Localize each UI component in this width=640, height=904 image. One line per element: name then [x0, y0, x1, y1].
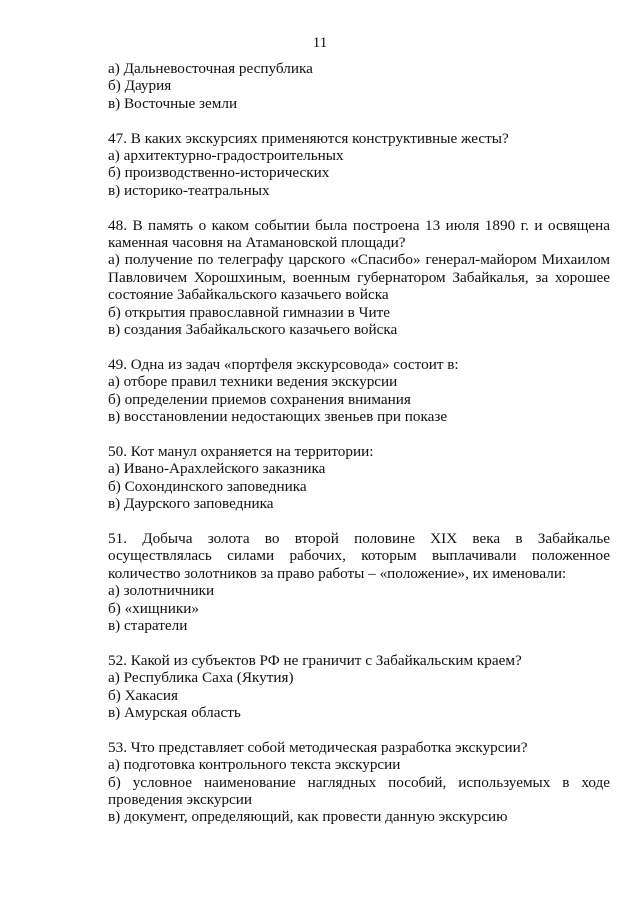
intro-options: [108, 60, 610, 112]
question-52: [108, 652, 610, 722]
answer-option: а) отборе правил техники ведения экскурсии: [108, 373, 398, 391]
answer-option: б) Даурия: [108, 77, 172, 95]
answer-option: в) историко-театральных: [108, 181, 270, 199]
question-48: [108, 217, 610, 339]
answer-option: состояние Забайкальского казачьего войска: [108, 286, 389, 304]
answer-option: Павловичем Хорошхиным, военным губернатором Забайкалья, за хорошее: [108, 268, 610, 286]
answer-option: а) золотничники: [108, 582, 215, 600]
question-47: [108, 130, 610, 200]
answer-option: а) Республика Саха (Якутия): [108, 669, 294, 687]
answer-option: а) Ивано-Арахлейского заказника: [108, 460, 326, 478]
answer-option: б) «хищники»: [108, 599, 199, 617]
question-51: [108, 530, 610, 634]
question-text: 52. Какой из субъектов РФ не граничит с Забайкальским краем?: [108, 651, 522, 669]
question-50: [108, 443, 610, 513]
answer-option: в) Даурского заповедника: [108, 495, 274, 513]
answer-option: в) документ, определяющий, как провести данную экскурсию: [108, 808, 508, 826]
answer-option: в) старатели: [108, 616, 188, 634]
question-text: 53. Что представляет собой методическая разработка экскурсии?: [108, 738, 528, 756]
answer-option: проведения экскурсии: [108, 790, 253, 808]
answer-option: б) Хакасия: [108, 686, 179, 704]
question-text: 50. Кот манул охраняется на территории:: [108, 442, 374, 460]
question-text: 49. Одна из задач «портфеля экскурсовода» состоит в:: [108, 355, 459, 373]
answer-option: а) архитектурно-градостроительных: [108, 147, 344, 165]
answer-option: б) Сохондинского заповедника: [108, 477, 307, 495]
answer-option: а) подготовка контрольного текста экскурсии: [108, 756, 401, 774]
question-text: количество золотников за право работы – «положение», их именовали:: [108, 564, 567, 582]
answer-option: б) определении приемов сохранения внимания: [108, 390, 411, 408]
question-text: 47. В каких экскурсиях применяются конструктивные жесты?: [108, 129, 509, 147]
answer-option: в) Амурская область: [108, 703, 241, 721]
answer-option: б) условное наименование наглядных пособий, используемых в ходе: [108, 773, 610, 791]
question-text: осуществлялась силами рабочих, которым выплачивали положенное: [108, 547, 610, 565]
answer-option: в) создания Забайкальского казачьего войска: [108, 321, 398, 339]
answer-option: а) получение по телеграфу царского «Спасибо» генерал-майором Михаилом: [108, 251, 610, 269]
page-number: 11: [312, 35, 328, 51]
question-49: [108, 356, 610, 426]
question-text: каменная часовня на Атамановской площади?: [108, 234, 406, 252]
answer-option: в) восстановлении недостающих звеньев при показе: [108, 408, 448, 426]
answer-option: б) производственно-исторических: [108, 164, 330, 182]
document-body: [108, 60, 610, 843]
answer-option: в) Восточные земли: [108, 94, 238, 112]
question-text: 51. Добыча золота во второй половине XIX века в Забайкалье: [108, 529, 610, 547]
answer-option: а) Дальневосточная республика: [108, 60, 313, 77]
question-text: 48. В память о каком событии была построена 13 июля 1890 г. и освящена: [108, 216, 610, 234]
question-53: [108, 739, 610, 826]
answer-option: б) открытия православной гимназии в Чите: [108, 303, 390, 321]
